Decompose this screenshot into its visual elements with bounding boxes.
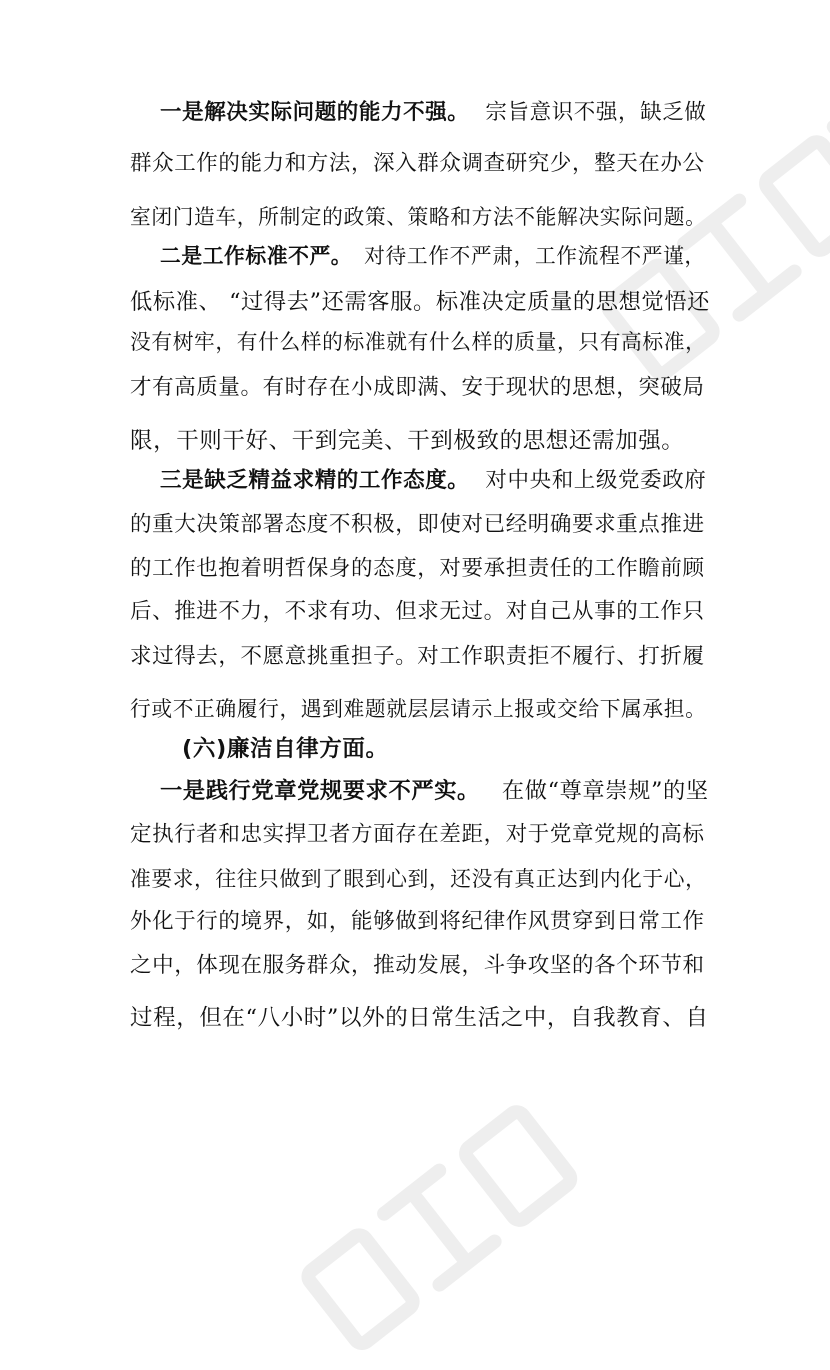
- paragraph-line: 过程，但在“八小时”以外的日常生活之中，自我教育、自: [130, 1005, 709, 1031]
- paragraph-line: 准要求，往往只做到了眼到心到，还没有真正达到内化于心，: [130, 867, 707, 891]
- paragraph-line: 才有高质量。有时存在小成即满、安于现状的思想，突破局: [130, 375, 705, 400]
- paragraph-line: 的工作也抱着明哲保身的态度，对要承担责任的工作瞻前顾: [130, 556, 705, 581]
- paragraph-line: 群众工作的能力和方法，深入群众调查研究少，整天在办公: [130, 151, 705, 176]
- body-text: 宗旨意识不强，缺乏做: [485, 100, 707, 125]
- watermark-logo-icon: [260, 1050, 680, 1370]
- body-text: 对中央和上级党委政府: [485, 468, 707, 493]
- paragraph-line: 低标准、 “过得去”还需客服。标准决定质量的思想觉悟还: [130, 289, 711, 315]
- point-heading: 二是工作标准不严。: [160, 244, 353, 268]
- paragraph-line: 行或不正确履行，遇到难题就层层请示上报或交给下属承担。: [130, 697, 707, 721]
- paragraph-line: 定执行者和忠实捍卫者方面存在差距，对于党章党规的高标: [130, 822, 705, 847]
- point-heading: 一是践行党章党规要求不严实。: [160, 778, 480, 804]
- body-text: 对待工作不严肃，工作流程不严谨，: [364, 244, 706, 268]
- paragraph-3-heading-line: [160, 466, 706, 496]
- paragraph-4-heading-line: [160, 776, 709, 806]
- paragraph-line: 室闭门造车，所制定的政策、策略和方法不能解决实际问题。: [130, 205, 707, 229]
- paragraph-line: 求过得去，不愿意挑重担子。对工作职责拒不履行、打折履: [130, 644, 705, 669]
- point-heading: 三是缺乏精益求精的工作态度。: [160, 468, 470, 493]
- paragraph-line: 之中，体现在服务群众，推动发展，斗争攻坚的各个环节和: [130, 953, 705, 978]
- point-heading: 一是解决实际问题的能力不强。: [160, 100, 470, 125]
- paragraph-2-heading-line: [160, 241, 706, 271]
- paragraph-1-heading-line: [160, 98, 706, 128]
- paragraph-line: 的重大决策部署态度不积极，即使对已经明确要求重点推进: [130, 512, 705, 537]
- paragraph-line: 限，干则干好、干到完美、干到极致的思想还需加强。: [130, 428, 685, 454]
- paragraph-line: 外化于行的境界，如，能够做到将纪律作风贯穿到日常工作: [130, 909, 705, 934]
- paragraph-line: 后、推进不力，不求有功、但求无过。对自己从事的工作只: [130, 599, 705, 624]
- body-text: 在做“尊章崇规”的坚: [501, 778, 709, 804]
- section-heading: (六)廉洁自律方面。: [182, 736, 389, 762]
- paragraph-line: 没有树牢，有什么样的标准就有什么样的质量，只有高标准，: [130, 330, 707, 354]
